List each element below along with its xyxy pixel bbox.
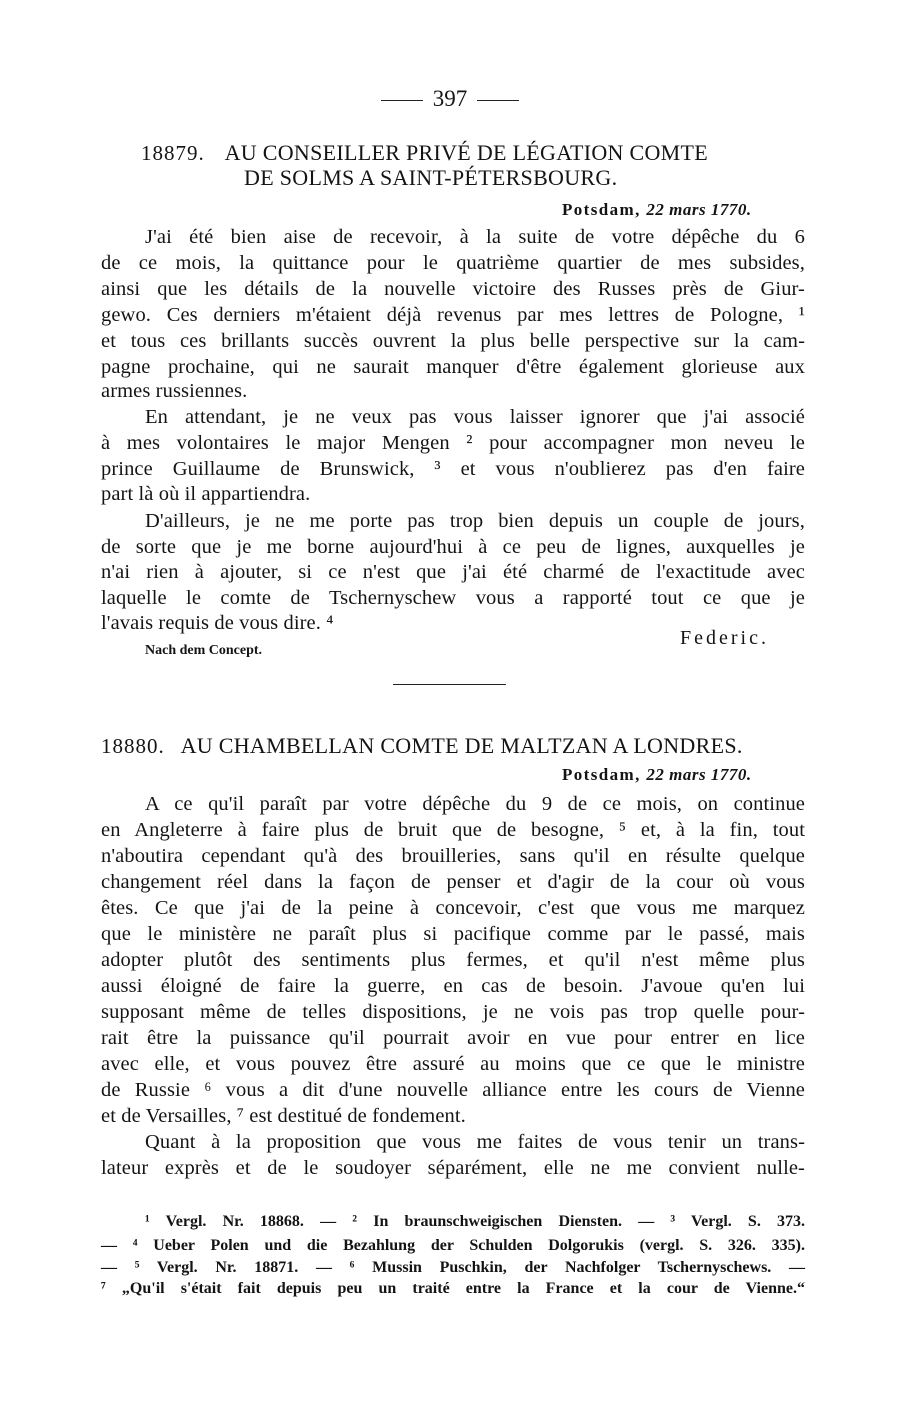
letter1-line: pagne prochaine, qui ne saurait manquer d'être également glorieuse aux <box>101 356 805 378</box>
letter1-line: En attendant, je ne veux pas vous laisser ignorer que j'ai associé <box>145 406 805 428</box>
letter1-line: et tous ces brillants succès ouvrent la plus belle perspective sur la cam- <box>101 330 805 352</box>
footnote-line: — ⁴ Ueber Polen und die Bezahlung der Schulden Dolgorukis (vergl. S. 326. 335). <box>101 1237 805 1254</box>
letter2-heading <box>101 733 743 759</box>
page-number-dash-right <box>477 100 519 101</box>
letter1-line: gewo. Ces derniers m'étaient déjà revenus par mes lettres de Pologne, ¹ <box>101 304 805 326</box>
letter2-line: aussi éloigné de faire la guerre, en cas de besoin. J'avoue qu'en lui <box>101 975 805 997</box>
letter2-date-place: Potsdam, <box>562 765 641 784</box>
letter1-line: D'ailleurs, je ne me porte pas trop bien depuis un couple de jours, <box>145 510 805 532</box>
letter2-line: supposant même de telles dispositions, je ne vois pas trop quelle pour- <box>101 1001 805 1023</box>
letter1-heading-line1: AU CONSEILLER PRIVÉ DE LÉGATION COMTE <box>224 140 709 165</box>
letter2-line: en Angleterre à faire plus de bruit que de besogne, ⁵ et, à la fin, tout <box>101 819 805 841</box>
letter2-line: et de Versailles, ⁷ est destitué de fondement. <box>101 1105 466 1127</box>
letter1-line: de ce mois, la quittance pour le quatrième quartier de mes subsides, <box>101 252 805 274</box>
section-divider <box>393 684 506 685</box>
letter1-line: laquelle le comte de Tschernyschew vous a rapporté tout ce que je <box>101 587 805 609</box>
letter1-line: J'ai été bien aise de recevoir, à la suite de votre dépêche du 6 <box>145 226 805 248</box>
letter2-line: Quant à la proposition que vous me faites de vous tenir un trans- <box>145 1131 805 1153</box>
letter2-line: avec elle, et vous pouvez être assuré au moins que ce que le ministre <box>101 1053 805 1075</box>
letter1-date-day: 22 mars 1770. <box>646 200 752 219</box>
letter2-line: de Russie ⁶ vous a dit d'une nouvelle alliance entre les cours de Vienne <box>101 1079 805 1101</box>
letter2-number: 18880. <box>101 734 165 758</box>
letter1-line: l'avais requis de vous dire. ⁴ <box>101 612 334 634</box>
letter2-line: adopter plutôt des sentiments plus fermes, et qu'il n'est même plus <box>101 949 805 971</box>
letter1-signature: Federic. <box>680 627 769 649</box>
footnote-line: ¹ Vergl. Nr. 18868. — ² In braunschweigischen Diensten. — ³ Vergl. S. 373. <box>145 1213 805 1230</box>
letter1-source-note: Nach dem Concept. <box>145 643 263 658</box>
footnote-line: — ⁵ Vergl. Nr. 18871. — ⁶ Mussin Puschkin, der Nachfolger Tschernyschews. — <box>101 1259 805 1276</box>
letter2-line: êtes. Ce que j'ai de la peine à concevoir, c'est que vous me marquez <box>101 897 805 919</box>
letter1-line: ainsi que les détails de la nouvelle victoire des Russes près de Giur- <box>101 278 805 300</box>
letter2-heading-line1: AU CHAMBELLAN COMTE DE MALTZAN A LONDRES. <box>180 733 743 758</box>
letter2-line: changement réel dans la façon de penser et d'agir de la cour où vous <box>101 871 805 893</box>
letter1-line: de sorte que je me borne aujourd'hui à ce peu de lignes, auxquelles je <box>101 536 805 558</box>
letter1-number: 18879. <box>141 141 205 165</box>
letter1-line: part là où il appartiendra. <box>101 483 311 505</box>
letter2-line: A ce qu'il paraît par votre dépêche du 9 de ce mois, on continue <box>145 793 805 815</box>
letter1-heading-line2: DE SOLMS A SAINT-PÉTERSBOURG. <box>244 165 618 190</box>
letter2-date-day: 22 mars 1770. <box>646 765 752 784</box>
letter2-line: lateur exprès et de le soudoyer séparément, elle ne me convient nulle- <box>101 1157 805 1179</box>
letter1-dateline <box>562 200 752 220</box>
letter2-line: que le ministère ne paraît plus si pacifique comme par le passé, mais <box>101 923 805 945</box>
page-number <box>0 86 900 112</box>
letter2-line: n'aboutira cependant qu'à des brouilleries, sans qu'il en résulte quelque <box>101 845 805 867</box>
letter1-heading <box>141 140 708 166</box>
letter1-line: n'ai rien à ajouter, si ce n'est que j'ai été charmé de l'exactitude avec <box>101 561 805 583</box>
footnote-line: ⁷ „Qu'il s'était fait depuis peu un traité entre la France et la cour de Vienne.“ <box>101 1280 805 1297</box>
letter1-date-place: Potsdam, <box>562 200 641 219</box>
letter2-dateline <box>562 765 752 785</box>
page-number-text: 397 <box>432 86 468 111</box>
page-number-dash-left <box>381 100 423 101</box>
letter1-line: armes russiennes. <box>101 380 248 402</box>
letter1-line: à mes volontaires le major Mengen ² pour accompagner mon neveu le <box>101 432 805 454</box>
letter1-line: prince Guillaume de Brunswick, ³ et vous n'oublierez pas d'en faire <box>101 458 805 480</box>
letter2-line: rait être la puissance qu'il pourrait avoir en vue pour entrer en lice <box>101 1027 805 1049</box>
